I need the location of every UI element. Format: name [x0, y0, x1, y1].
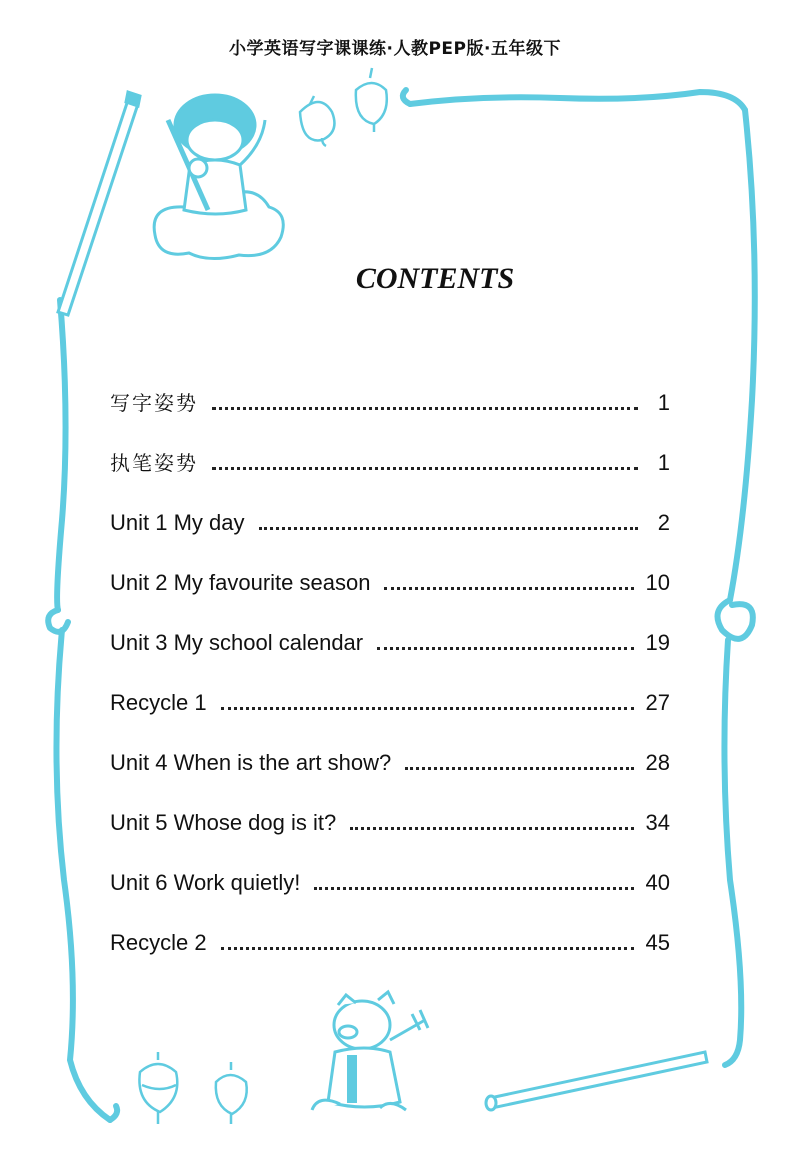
toc-entry-page: 40 — [645, 870, 670, 895]
toc-entry[interactable] — [110, 836, 670, 896]
toc-entry-label: Unit 2 My favourite season — [110, 570, 371, 595]
toc-entry-page: 27 — [645, 690, 670, 715]
toc-entry-label: Recycle 2 — [110, 930, 207, 955]
toc-entry-label: 写字姿势 — [110, 391, 198, 415]
toc-dot-leader — [212, 467, 638, 470]
toc-dot-leader — [350, 827, 633, 830]
toc-entry[interactable] — [110, 716, 670, 776]
toc-entry[interactable] — [110, 416, 670, 476]
toc-entry[interactable] — [110, 776, 670, 836]
toc-entry-page: 34 — [645, 810, 670, 835]
page-header: 小学英语写字课课练·人教PEP版·五年级下 — [229, 39, 561, 59]
toc-dot-leader — [377, 647, 633, 650]
toc-entry-page: 19 — [645, 630, 670, 655]
toc-entry-label: Unit 5 Whose dog is it? — [110, 810, 337, 835]
toc-entry[interactable] — [110, 476, 670, 536]
toc-dot-leader — [212, 407, 638, 410]
toc-dot-leader — [259, 527, 639, 530]
toc-entry-label: 执笔姿势 — [110, 451, 198, 475]
table-of-contents — [110, 356, 670, 956]
toc-dot-leader — [384, 587, 633, 590]
toc-dot-leader — [221, 707, 634, 710]
toc-entry[interactable] — [110, 536, 670, 596]
toc-entry[interactable] — [110, 896, 670, 956]
toc-entry[interactable] — [110, 656, 670, 716]
toc-entry-page: 28 — [645, 750, 670, 775]
toc-entry[interactable] — [110, 356, 670, 416]
toc-entry-page: 45 — [645, 930, 670, 955]
toc-entry-label: Unit 3 My school calendar — [110, 630, 364, 655]
toc-entry-page: 1 — [657, 450, 670, 475]
toc-dot-leader — [221, 947, 634, 950]
toc-entry[interactable] — [110, 596, 670, 656]
monkey-illustration — [154, 95, 283, 259]
toc-entry-page: 1 — [657, 390, 670, 415]
toc-entry-label: Unit 4 When is the art show? — [110, 750, 392, 775]
toc-entry-page: 10 — [645, 570, 670, 595]
toc-entry-label: Unit 1 My day — [110, 510, 245, 535]
toc-dot-leader — [405, 767, 633, 770]
toc-entry-page: 2 — [657, 510, 670, 535]
toc-dot-leader — [314, 887, 633, 890]
toc-entry-label: Recycle 1 — [110, 690, 207, 715]
toc-entry-label: Unit 6 Work quietly! — [110, 870, 301, 895]
contents-title: CONTENTS — [355, 262, 515, 295]
